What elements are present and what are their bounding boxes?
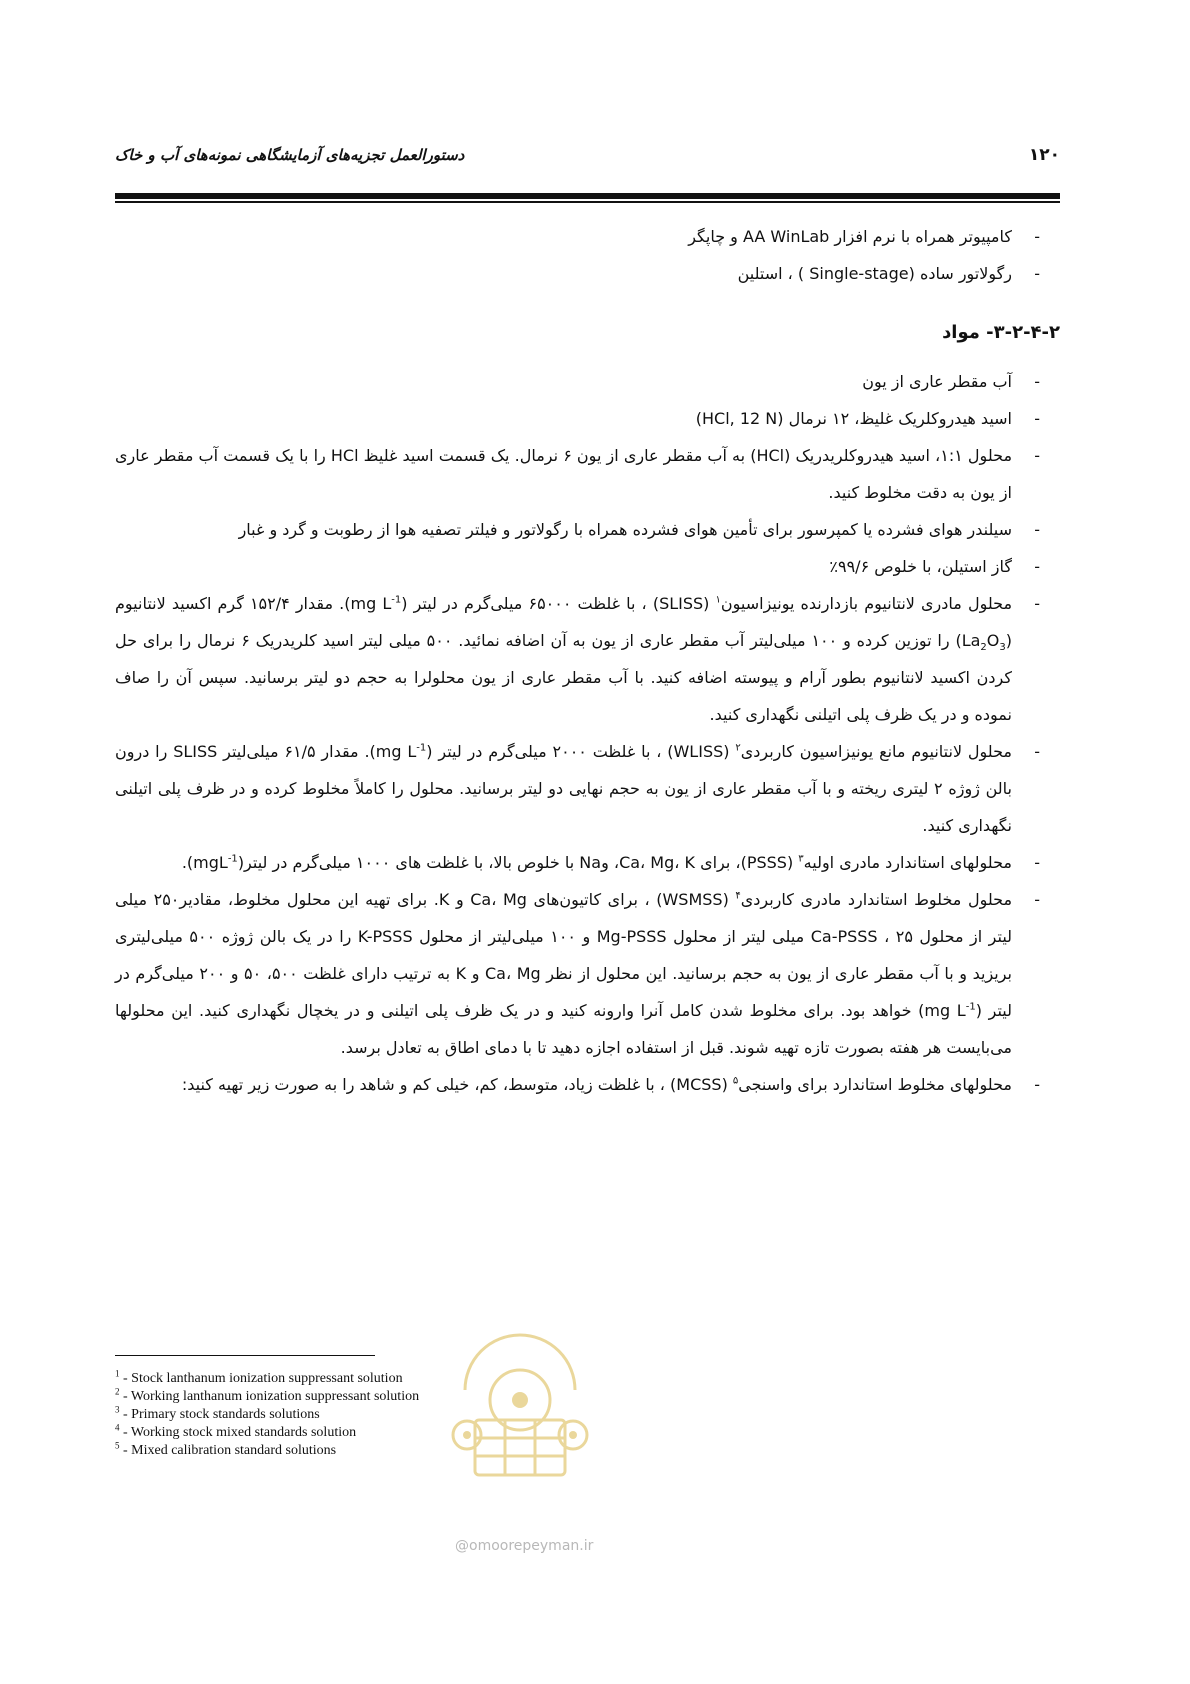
list-item (115, 255, 1060, 292)
text-fragment: O (986, 631, 1000, 650)
footnote-number: 3 (115, 1404, 120, 1415)
footnote-ref: ۳ (798, 853, 804, 865)
equipment-item-regulator: رگولاتور ساده (Single-stage ) ، استلین (737, 264, 1012, 283)
text-fragment: محلولهای مخلوط استاندارد برای واسنجی (738, 1075, 1012, 1094)
superscript: -1 (965, 1001, 976, 1013)
footnote-ref: ۱ (715, 594, 721, 606)
bullet-dash: - (1034, 742, 1040, 761)
equipment-item-computer: کامپیوتر همراه با نرم افزار AA WinLab و چاپگر (688, 227, 1012, 246)
text-fragment: محلول لانتانیوم مانع یونیزاسیون کاربردی (740, 742, 1012, 761)
list-item (115, 733, 1060, 844)
section-heading: ۳-۲-۴-۲- مواد (942, 322, 1060, 343)
body-content (115, 218, 1060, 1103)
list-item (115, 437, 1060, 511)
material-mcss (182, 1075, 1012, 1094)
material-acetylene: گاز استیلن، با خلوص ۹۹/۶٪ (829, 557, 1012, 576)
page-number: ۱۲۰ (1028, 145, 1060, 165)
footnote-item (115, 1442, 419, 1460)
bullet-dash: - (1034, 520, 1040, 539)
superscript: -1 (227, 853, 238, 865)
superscript: -1 (416, 742, 427, 754)
footnote-item (115, 1370, 419, 1388)
footnote-item (115, 1424, 419, 1442)
list-item (115, 511, 1060, 548)
text-fragment: ). مقدار ۶۱/۵ میلی‌لیتر SLISS را درون بالن ژوژه ۲ لیتری ریخته و با آب مقطر عاری از یون به حجم نهایی دو لیتر برسانید. محلول را کاملاً مخلوط کرده و در ظرف پلی اتیلنی نگهداری کنید. (115, 742, 1012, 835)
footnote-ref: ۲ (735, 742, 741, 754)
bullet-dash: - (1034, 446, 1040, 465)
footnote-rule (115, 1355, 375, 1356)
text-fragment: ) خواهد بود. برای مخلوط شدن کامل آنرا وارونه کنید و در یک ظرف پلی اتیلنی و در یخچال نگهداری کنید. این محلولها می‌بایست هر هفته بصورت تازه تهیه شوند. قبل از استفاده اجازه دهید تا با دمای اطاق به تعادل برسد. (115, 1001, 1012, 1057)
footnote-number: 5 (115, 1440, 120, 1451)
list-item (115, 548, 1060, 585)
text-fragment: (SLISS) ، با غلظت ۶۵۰۰۰ میلی‌گرم در لیتر (mg L (350, 594, 716, 613)
footnote-ref: ۵ (732, 1075, 739, 1087)
running-title: دستورالعمل تجزیه‌های آزمایشگاهی نمونه‌های آب و خاک (115, 146, 465, 164)
page-header (115, 140, 1060, 170)
text-fragment: محلول مخلوط استاندارد مادری کاربردی (740, 890, 1013, 909)
equipment-list (115, 218, 1060, 292)
watermark-seal-icon (445, 1315, 595, 1485)
bullet-dash: - (1034, 1075, 1040, 1094)
bullet-dash: - (1034, 853, 1040, 872)
footnote-text: - Primary stock standards solutions (119, 1407, 320, 1422)
list-item (115, 400, 1060, 437)
bullet-dash: - (1034, 264, 1040, 283)
bullet-dash: - (1034, 372, 1040, 391)
material-wliss (115, 742, 1012, 835)
watermark-url: @omoorepeyman.ir (455, 1538, 594, 1554)
subscript: 3 (999, 642, 1006, 654)
subscript: 2 (980, 642, 987, 654)
list-item (115, 585, 1060, 733)
footnote-number: 1 (115, 1368, 120, 1379)
footnote-text: - Mixed calibration standard solutions (119, 1443, 337, 1458)
footnote-ref: ۴ (735, 890, 741, 902)
footnote-number: 4 (115, 1422, 120, 1433)
text-fragment: (MCSS) ، با غلظت زیاد، متوسط، کم، خیلی کم و شاهد را به صورت زیر تهیه کنید: (181, 1075, 733, 1094)
bullet-dash: - (1034, 409, 1040, 428)
list-item (115, 363, 1060, 400)
list-item (115, 218, 1060, 255)
footnotes (115, 1370, 419, 1460)
material-deionized-water: آب مقطر عاری از یون (862, 372, 1012, 391)
list-item (115, 881, 1060, 1066)
bullet-dash: - (1034, 890, 1040, 909)
text-fragment: ). (181, 853, 194, 872)
text-fragment: محلول مادری لانتانیوم بازدارنده یونیزاسیون (720, 594, 1013, 613)
material-psss (182, 853, 1012, 872)
footnote-number: 2 (115, 1386, 120, 1397)
footnote-item (115, 1388, 419, 1406)
list-item (115, 1066, 1060, 1103)
text-fragment: (WLISS) ، با غلظت ۲۰۰۰ میلی‌گرم در لیتر (mg L (375, 742, 736, 761)
superscript: -1 (391, 594, 402, 606)
material-sliss (115, 594, 1012, 724)
text-fragment: (WSMSS) ، برای کاتیون‌های Ca، Mg و K. برای تهیه این محلول مخلوط، مقادیر۲۵۰ میلی لیتر از محلول Ca-PSSS ، ۲۵ میلی لیتر از محلول Mg-PSSS و ۱۰۰ میلی‌لیتر از محلول K-PSSS را در یک بالن ژوژه ۵۰۰ میلی‌لیتری بریزید و با آب مقطر عاری از یون به حجم برسانید. این محلول از نظر Ca، Mg و K به ترتیب دارای غلظت ۵۰۰، ۵۰ و ۲۰۰ میلی‌گرم در لیتر (mg L (115, 890, 1013, 1020)
list-item (115, 844, 1060, 881)
footnote-item (115, 1406, 419, 1424)
materials-list (115, 363, 1060, 1103)
footnote-text: - Working stock mixed standards solution (119, 1425, 357, 1440)
text-fragment: محلولهای استاندارد مادری اولیه (803, 853, 1012, 872)
material-hcl-solution: محلول ۱:۱، اسید هیدروکلریدریک (HCl) به آب مقطر عاری از یون ۶ نرمال. یک قسمت اسید غلیظ HCl را با یک قسمت آب مقطر عاری از یون به دقت مخلوط کنید. (115, 446, 1013, 502)
footnote-text: - Working lanthanum ionization suppressant solution (119, 1389, 420, 1404)
material-compressed-air: سیلندر هوای فشرده یا کمپرسور برای تأمین هوای فشرده همراه با رگولاتور و فیلتر تصفیه هوا از رطوبت و گرد و غبار (238, 520, 1012, 539)
material-wsmss (115, 890, 1012, 1057)
bullet-dash: - (1034, 594, 1040, 613)
header-rule-thin (115, 201, 1060, 203)
text-fragment: (PSSS)، برای Ca، Mg، K، وNa با خلوص بالا، با غلظت های ۱۰۰۰ میلی‌گرم در لیتر(mgL (193, 853, 799, 872)
bullet-dash: - (1034, 557, 1040, 576)
text-fragment: ) را توزین کرده و ۱۰۰ میلی‌لیتر آب مقطر عاری از یون به آن اضافه نمائید. ۵۰۰ میلی لیتر اسید کلریدریک ۶ نرمال را برای حل کردن اکسید لانتانیوم بطور آرام و پیوسته اضافه کنید. با آب مقطر عاری از یون محلولرا به حجم دو لیتر برسانید. سپس آن را صاف نموده و در یک ظرف پلی اتیلنی نگهداری کنید. (115, 631, 1012, 724)
footnote-text: - Stock lanthanum ionization suppressant solution (119, 1371, 403, 1386)
bullet-dash: - (1034, 227, 1040, 246)
material-hcl-concentrated: اسید هیدروکلریک غلیظ، ۱۲ نرمال (HCl, 12 N) (695, 409, 1012, 428)
header-rule-thick (115, 193, 1060, 199)
text-fragment: ). مقدار ۱۵۲/۴ گرم اکسید لانتانیوم (La (115, 594, 1012, 650)
